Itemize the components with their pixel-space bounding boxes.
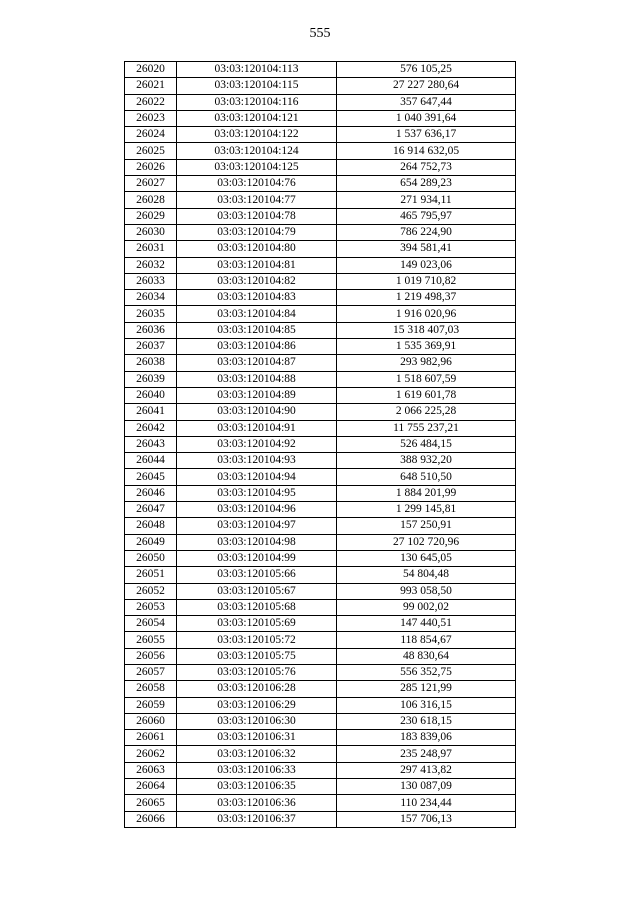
cadastral-number-cell: 03:03:120104:81 [177, 257, 337, 273]
cadastral-number-cell: 03:03:120104:91 [177, 420, 337, 436]
table-row [125, 371, 516, 387]
cadastral-value-cell: 99 002,02 [337, 599, 516, 615]
table-row [125, 713, 516, 729]
row-number-cell: 26039 [125, 371, 177, 387]
row-number-cell: 26044 [125, 453, 177, 469]
cadastral-number-cell: 03:03:120105:66 [177, 567, 337, 583]
cadastral-value-table [124, 61, 516, 828]
table-row [125, 583, 516, 599]
row-number-cell: 26042 [125, 420, 177, 436]
row-number-cell: 26066 [125, 811, 177, 827]
table-row [125, 436, 516, 452]
row-number-cell: 26065 [125, 795, 177, 811]
cadastral-value-cell: 271 934,11 [337, 192, 516, 208]
cadastral-number-cell: 03:03:120104:125 [177, 159, 337, 175]
cadastral-value-cell: 1 040 391,64 [337, 110, 516, 126]
table-row [125, 110, 516, 126]
table-row [125, 355, 516, 371]
row-number-cell: 26048 [125, 518, 177, 534]
cadastral-number-cell: 03:03:120106:31 [177, 730, 337, 746]
row-number-cell: 26038 [125, 355, 177, 371]
table-row [125, 241, 516, 257]
cadastral-value-cell: 786 224,90 [337, 224, 516, 240]
cadastral-number-cell: 03:03:120104:113 [177, 62, 337, 78]
cadastral-number-cell: 03:03:120104:98 [177, 534, 337, 550]
table-row [125, 469, 516, 485]
table-row [125, 176, 516, 192]
cadastral-number-cell: 03:03:120104:97 [177, 518, 337, 534]
cadastral-value-cell: 1 518 607,59 [337, 371, 516, 387]
cadastral-value-cell: 1 537 636,17 [337, 127, 516, 143]
cadastral-value-cell: 576 105,25 [337, 62, 516, 78]
table-row [125, 811, 516, 827]
cadastral-value-cell: 465 795,97 [337, 208, 516, 224]
page-number: 555 [309, 26, 331, 41]
row-number-cell: 26030 [125, 224, 177, 240]
row-number-cell: 26051 [125, 567, 177, 583]
cadastral-number-cell: 03:03:120105:75 [177, 648, 337, 664]
table-row [125, 322, 516, 338]
table-row [125, 420, 516, 436]
row-number-cell: 26055 [125, 632, 177, 648]
row-number-cell: 26032 [125, 257, 177, 273]
cadastral-number-cell: 03:03:120104:96 [177, 502, 337, 518]
cadastral-value-cell: 118 854,67 [337, 632, 516, 648]
cadastral-value-cell: 556 352,75 [337, 664, 516, 680]
row-number-cell: 26037 [125, 339, 177, 355]
cadastral-value-cell: 285 121,99 [337, 681, 516, 697]
cadastral-value-cell: 1 916 020,96 [337, 306, 516, 322]
table-row [125, 779, 516, 795]
cadastral-number-cell: 03:03:120106:33 [177, 762, 337, 778]
cadastral-value-cell: 526 484,15 [337, 436, 516, 452]
table-row [125, 290, 516, 306]
table-row [125, 192, 516, 208]
cadastral-value-cell: 394 581,41 [337, 241, 516, 257]
cadastral-value-cell: 264 752,73 [337, 159, 516, 175]
cadastral-number-cell: 03:03:120106:32 [177, 746, 337, 762]
row-number-cell: 26026 [125, 159, 177, 175]
cadastral-value-cell: 147 440,51 [337, 616, 516, 632]
cadastral-number-cell: 03:03:120106:36 [177, 795, 337, 811]
table-row [125, 62, 516, 78]
table-row [125, 664, 516, 680]
row-number-cell: 26047 [125, 502, 177, 518]
row-number-cell: 26054 [125, 616, 177, 632]
row-number-cell: 26052 [125, 583, 177, 599]
table-row [125, 648, 516, 664]
table-row [125, 257, 516, 273]
table-row [125, 550, 516, 566]
cadastral-value-cell: 157 706,13 [337, 811, 516, 827]
cadastral-value-cell: 106 316,15 [337, 697, 516, 713]
cadastral-number-cell: 03:03:120104:87 [177, 355, 337, 371]
cadastral-number-cell: 03:03:120104:80 [177, 241, 337, 257]
cadastral-value-cell: 27 227 280,64 [337, 78, 516, 94]
table-row [125, 567, 516, 583]
cadastral-value-cell: 130 645,05 [337, 550, 516, 566]
cadastral-value-cell: 15 318 407,03 [337, 322, 516, 338]
row-number-cell: 26021 [125, 78, 177, 94]
table-row [125, 159, 516, 175]
table-row [125, 339, 516, 355]
cadastral-value-cell: 1 535 369,91 [337, 339, 516, 355]
cadastral-number-cell: 03:03:120104:94 [177, 469, 337, 485]
table-row [125, 127, 516, 143]
table-body [125, 62, 516, 828]
cadastral-value-cell: 149 023,06 [337, 257, 516, 273]
cadastral-number-cell: 03:03:120104:121 [177, 110, 337, 126]
cadastral-value-cell: 648 510,50 [337, 469, 516, 485]
table-row [125, 387, 516, 403]
row-number-cell: 26056 [125, 648, 177, 664]
cadastral-value-cell: 11 755 237,21 [337, 420, 516, 436]
row-number-cell: 26029 [125, 208, 177, 224]
row-number-cell: 26060 [125, 713, 177, 729]
cadastral-number-cell: 03:03:120104:115 [177, 78, 337, 94]
cadastral-number-cell: 03:03:120104:116 [177, 94, 337, 110]
cadastral-number-cell: 03:03:120104:77 [177, 192, 337, 208]
row-number-cell: 26053 [125, 599, 177, 615]
cadastral-number-cell: 03:03:120104:76 [177, 176, 337, 192]
cadastral-number-cell: 03:03:120105:67 [177, 583, 337, 599]
row-number-cell: 26064 [125, 779, 177, 795]
cadastral-value-cell: 230 618,15 [337, 713, 516, 729]
cadastral-value-cell: 48 830,64 [337, 648, 516, 664]
row-number-cell: 26043 [125, 436, 177, 452]
cadastral-value-cell: 110 234,44 [337, 795, 516, 811]
row-number-cell: 26046 [125, 485, 177, 501]
cadastral-number-cell: 03:03:120104:89 [177, 387, 337, 403]
cadastral-value-cell: 2 066 225,28 [337, 404, 516, 420]
cadastral-number-cell: 03:03:120104:90 [177, 404, 337, 420]
cadastral-value-cell: 654 289,23 [337, 176, 516, 192]
table-row [125, 762, 516, 778]
row-number-cell: 26057 [125, 664, 177, 680]
row-number-cell: 26050 [125, 550, 177, 566]
cadastral-number-cell: 03:03:120104:82 [177, 273, 337, 289]
cadastral-value-cell: 388 932,20 [337, 453, 516, 469]
cadastral-number-cell: 03:03:120104:83 [177, 290, 337, 306]
cadastral-value-cell: 1 884 201,99 [337, 485, 516, 501]
table-row [125, 681, 516, 697]
row-number-cell: 26063 [125, 762, 177, 778]
cadastral-value-cell: 357 647,44 [337, 94, 516, 110]
cadastral-number-cell: 03:03:120104:124 [177, 143, 337, 159]
row-number-cell: 26062 [125, 746, 177, 762]
cadastral-number-cell: 03:03:120106:35 [177, 779, 337, 795]
table-row [125, 599, 516, 615]
row-number-cell: 26035 [125, 306, 177, 322]
table-row [125, 453, 516, 469]
table-row [125, 78, 516, 94]
cadastral-value-cell: 235 248,97 [337, 746, 516, 762]
row-number-cell: 26045 [125, 469, 177, 485]
cadastral-number-cell: 03:03:120105:76 [177, 664, 337, 680]
cadastral-value-cell: 157 250,91 [337, 518, 516, 534]
cadastral-number-cell: 03:03:120104:93 [177, 453, 337, 469]
cadastral-number-cell: 03:03:120104:95 [177, 485, 337, 501]
cadastral-number-cell: 03:03:120104:88 [177, 371, 337, 387]
cadastral-number-cell: 03:03:120106:29 [177, 697, 337, 713]
row-number-cell: 26036 [125, 322, 177, 338]
cadastral-value-cell: 297 413,82 [337, 762, 516, 778]
table-row [125, 208, 516, 224]
cadastral-number-cell: 03:03:120104:122 [177, 127, 337, 143]
row-number-cell: 26025 [125, 143, 177, 159]
table-row [125, 94, 516, 110]
table-row [125, 485, 516, 501]
table-row [125, 224, 516, 240]
table-row [125, 534, 516, 550]
row-number-cell: 26061 [125, 730, 177, 746]
table-row [125, 746, 516, 762]
row-number-cell: 26028 [125, 192, 177, 208]
row-number-cell: 26023 [125, 110, 177, 126]
row-number-cell: 26033 [125, 273, 177, 289]
table-row [125, 616, 516, 632]
table-row [125, 730, 516, 746]
cadastral-value-cell: 183 839,06 [337, 730, 516, 746]
table-row [125, 273, 516, 289]
row-number-cell: 26041 [125, 404, 177, 420]
cadastral-value-cell: 54 804,48 [337, 567, 516, 583]
row-number-cell: 26059 [125, 697, 177, 713]
table-row [125, 518, 516, 534]
cadastral-number-cell: 03:03:120104:86 [177, 339, 337, 355]
row-number-cell: 26022 [125, 94, 177, 110]
cadastral-number-cell: 03:03:120104:99 [177, 550, 337, 566]
row-number-cell: 26024 [125, 127, 177, 143]
cadastral-number-cell: 03:03:120105:68 [177, 599, 337, 615]
cadastral-number-cell: 03:03:120106:30 [177, 713, 337, 729]
cadastral-value-cell: 1 299 145,81 [337, 502, 516, 518]
cadastral-number-cell: 03:03:120105:69 [177, 616, 337, 632]
row-number-cell: 26034 [125, 290, 177, 306]
row-number-cell: 26027 [125, 176, 177, 192]
cadastral-number-cell: 03:03:120104:78 [177, 208, 337, 224]
table-row [125, 697, 516, 713]
table-row [125, 306, 516, 322]
cadastral-value-cell: 1 219 498,37 [337, 290, 516, 306]
table-row [125, 143, 516, 159]
cadastral-number-cell: 03:03:120104:84 [177, 306, 337, 322]
row-number-cell: 26049 [125, 534, 177, 550]
row-number-cell: 26058 [125, 681, 177, 697]
cadastral-value-cell: 1 619 601,78 [337, 387, 516, 403]
table-row [125, 632, 516, 648]
cadastral-value-cell: 1 019 710,82 [337, 273, 516, 289]
cadastral-number-cell: 03:03:120104:85 [177, 322, 337, 338]
cadastral-value-cell: 27 102 720,96 [337, 534, 516, 550]
cadastral-value-cell: 993 058,50 [337, 583, 516, 599]
table-row [125, 502, 516, 518]
cadastral-number-cell: 03:03:120106:37 [177, 811, 337, 827]
cadastral-value-cell: 293 982,96 [337, 355, 516, 371]
cadastral-number-cell: 03:03:120106:28 [177, 681, 337, 697]
row-number-cell: 26031 [125, 241, 177, 257]
cadastral-number-cell: 03:03:120104:92 [177, 436, 337, 452]
cadastral-number-cell: 03:03:120105:72 [177, 632, 337, 648]
cadastral-value-cell: 16 914 632,05 [337, 143, 516, 159]
cadastral-number-cell: 03:03:120104:79 [177, 224, 337, 240]
row-number-cell: 26040 [125, 387, 177, 403]
row-number-cell: 26020 [125, 62, 177, 78]
cadastral-value-cell: 130 087,09 [337, 779, 516, 795]
table-row [125, 795, 516, 811]
table-row [125, 404, 516, 420]
